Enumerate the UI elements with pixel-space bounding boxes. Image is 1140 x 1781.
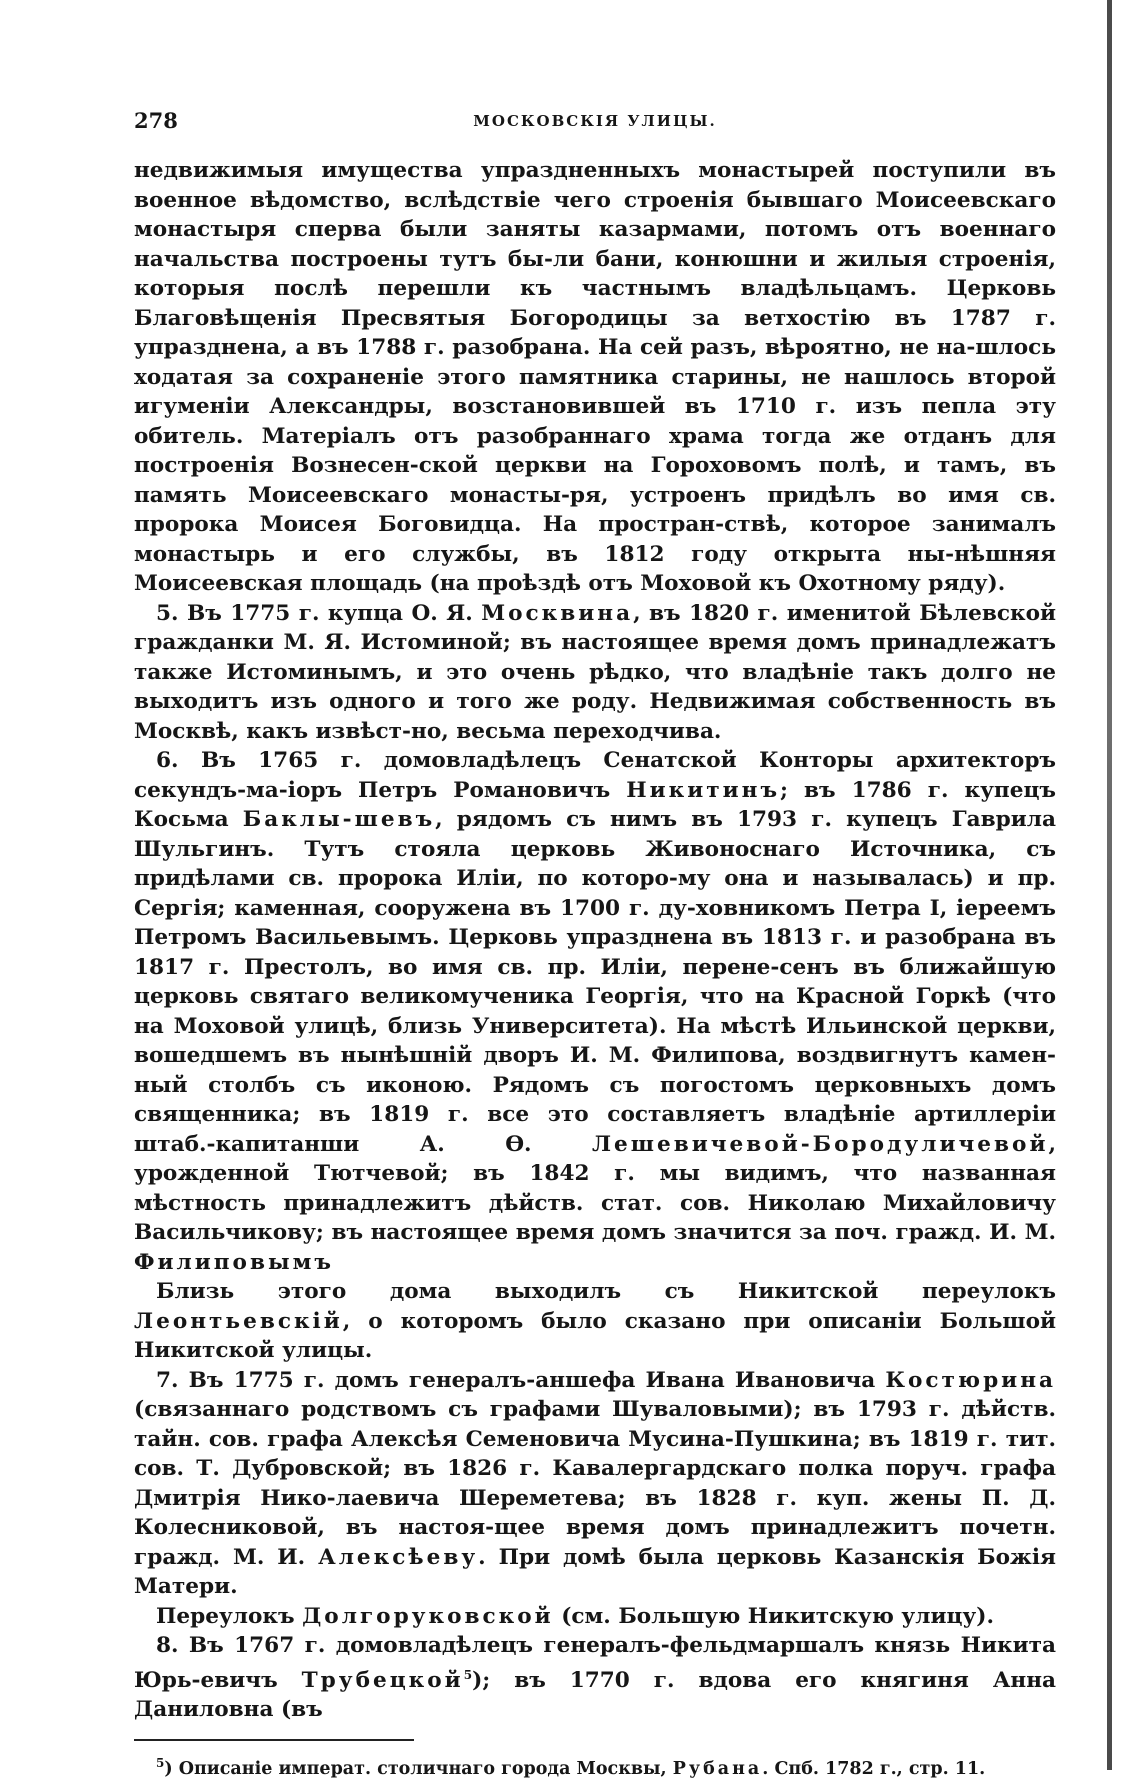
page-header [134, 108, 1056, 134]
person-name: Баклы-шевъ [242, 807, 436, 832]
book-page [134, 108, 1056, 1781]
person-name: Москвина [481, 600, 634, 626]
footnote-ref: 5 [463, 1667, 473, 1682]
page-number: 278 [134, 108, 178, 133]
footnote-divider [134, 1739, 414, 1741]
lane-name: Леонтьевскій [134, 1308, 343, 1334]
person-name: Лешевичевой-Бородуличевой [591, 1131, 1049, 1157]
body-text [134, 156, 1056, 1725]
paragraph-4: Близь этого дома выходилъ съ Никитской переулокъ Леонтьевскій, о которомъ было сказано при описаніи Большой Никитской улицы. [134, 1279, 1056, 1363]
person-name: Никитинъ [626, 777, 781, 803]
lane-name: Долгоруковской [302, 1603, 554, 1629]
person-name: Костюрина [885, 1367, 1056, 1393]
footnote-mark: 5 [156, 1755, 165, 1770]
page-edge-line [1107, 0, 1112, 1770]
paragraph-7: 8. Въ 1767 г. домовладѣлецъ генералъ-фельдмаршалъ князь Никита Юрь-евичъ Трубецкой$^5$); въ 1770 г. вдова его княгиня Анна Даниловна (въ [134, 1633, 1057, 1723]
running-title: МОСКОВСКІЯ УЛИЦЫ. [473, 112, 717, 130]
paragraph-3: 6. Въ 1765 г. домовладѣлецъ Сенатской Конторы архитекторъ секундъ-ма-іоръ Петръ Романовичъ Никитинъ; въ 1786 г. купецъ Косьма Баклы-шевъ, рядомъ съ нимъ въ 1793 г. купецъ Гаврила Шульгинъ. Тутъ стояла церковь Живоноснаго Источника, съ придѣлами св. пророка Иліи, по которо-му она и называлась) и пр. Сергія; каменная, сооружена въ 1700 г. ду-ховникомъ Петра I, іереемъ Петромъ Васильевымъ. Церковь упразднена въ 1813 г. и разобрана въ 1817 г. Престолъ, во имя св. пр. Иліи, перене-сенъ въ ближайшую церковь святаго великомученика Георгія, что на Красной Горкѣ (что на Моховой улицѣ, близь Университета). На мѣстѣ Ильинской церкви, вошедшемъ въ нынѣшній дворъ И. М. Филипова, воздвигнутъ камен-ный столбъ съ иконою. Рядомъ съ погостомъ церковныхъ домъ священника; въ 1819 г. все это составляетъ владѣніе артиллеріи штаб.-капитанши А. Ѳ. Лешевичевой-Бородуличевой, урожденной Тютчевой; въ 1842 г. мы видимъ, что названная мѣстность принадлежитъ дѣйств. стат. сов. Николаю Михайловичу Васильчикову; въ настоящее время домъ значится за поч. гражд. И. М. Филиповымъ [134, 748, 1056, 1275]
paragraph-6: Переулокъ Долгоруковской (см. Большую Никитскую улицу). [156, 1603, 994, 1629]
person-name: Трубецкой [301, 1667, 464, 1693]
paragraph-5: 7. Въ 1775 г. домъ генералъ-аншефа Ивана Ивановича Костюрина (связаннаго родствомъ съ графами Шуваловыми); въ 1793 г. дѣйств. тайн. сов. графа Алексѣя Семеновича Мусина-Пушкина; въ 1819 г. тит. сов. Т. Дубровской; въ 1826 г. Кавалергардскаго полка поруч. графа Дмитрія Нико-лаевича Шереметева; въ 1828 г. куп. жены П. Д. Колесниковой, въ настоя-щее время домъ принадлежитъ почетн. гражд. М. И. Алексѣеву. При домѣ была церковь Казанскія Божія Матери. [134, 1367, 1056, 1599]
author-name: Рубана [672, 1758, 763, 1779]
footnote: $^5$) Описаніе императ. столичнаго города Москвы, Рубана. Спб. 1782 г., стр. 11. [156, 1755, 986, 1779]
paragraph-1: недвижимыя имущества упраздненныхъ монастырей поступили въ военное вѣдомство, вслѣдствіе чего строенія бывшаго Моисеевскаго монастыря сперва были заняты казармами, потомъ отъ военнаго начальства построены тутъ бы-ли бани, конюшни и жилыя строенія, которыя послѣ перешли къ частнымъ владѣльцамъ. Церковь Благовѣщенія Пресвятыя Богородицы за ветхостію въ 1787 г. упразднена, а въ 1788 г. разобрана. На сей разъ, вѣроятно, не на-шлось ходатая за сохраненіе этого памятника старины, не нашлось второй игуменіи Александры, возстановившей въ 1710 г. изъ пепла эту обитель. Матеріалъ отъ разобраннаго храма тогда же отданъ для построенія Вознесен-ской церкви на Гороховомъ полѣ, и тамъ, въ память Моисеевскаго монасты-ря, устроенъ придѣлъ во имя св. пророка Моисея Боговидца. На простран-ствѣ, которое занималъ монастырь и его службы, въ 1812 году открыта ны-нѣшняя Моисеевская площадь (на проѣздѣ отъ Моховой къ Охотному ряду). [134, 158, 1056, 596]
paragraph-2: 5. Въ 1775 г. купца О. Я. Москвина, въ 1820 г. именитой Бѣлевской гражданки М. Я. Истоминой; въ настоящее время домъ принадлежатъ также Истоминымъ, и это очень рѣдко, что владѣніе такъ долго не выходитъ изъ одного и того же роду. Недвижимая собственность въ Москвѣ, какъ извѣст-но, весьма переходчива. [134, 600, 1057, 744]
person-name: Филиповымъ [134, 1249, 334, 1275]
person-name: Алексѣеву [318, 1544, 479, 1570]
